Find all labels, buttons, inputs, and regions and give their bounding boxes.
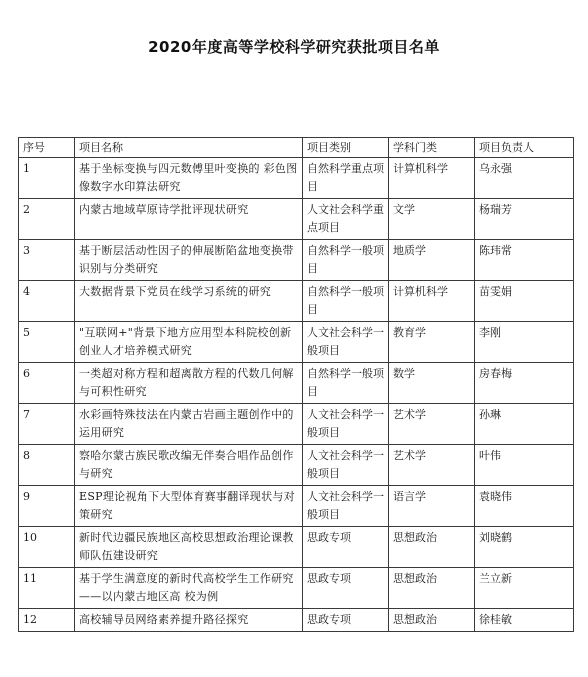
project-category: 自然科学一般项目: [303, 240, 389, 281]
discipline: 语言学: [389, 486, 475, 527]
projects-table: [18, 137, 574, 632]
project-category: 自然科学一般项目: [303, 281, 389, 322]
row-number: 9: [19, 486, 75, 527]
table-row: [19, 240, 574, 281]
project-leader: 刘晓鹤: [475, 527, 574, 568]
project-leader: 乌永强: [475, 158, 574, 199]
discipline: 计算机科学: [389, 281, 475, 322]
table-row: [19, 281, 574, 322]
table-row: [19, 404, 574, 445]
project-category: 思政专项: [303, 609, 389, 632]
project-category: 人文社会科学重点项目: [303, 199, 389, 240]
project-category: 自然科学一般项目: [303, 363, 389, 404]
table-row: [19, 445, 574, 486]
project-leader: 陈玮常: [475, 240, 574, 281]
table-row: [19, 158, 574, 199]
table-row: [19, 199, 574, 240]
table-row: [19, 527, 574, 568]
project-leader: 兰立新: [475, 568, 574, 609]
project-leader: 房春梅: [475, 363, 574, 404]
project-name: 内蒙古地域草原诗学批评现状研究: [75, 199, 303, 240]
row-number: 6: [19, 363, 75, 404]
row-number: 4: [19, 281, 75, 322]
table-row: [19, 609, 574, 632]
header-discipline: 学科门类: [389, 138, 475, 158]
row-number: 5: [19, 322, 75, 363]
project-leader: 叶伟: [475, 445, 574, 486]
project-name: 基于学生满意度的新时代高校学生工作研究——以内蒙古地区高 校为例: [75, 568, 303, 609]
project-name: ESP理论视角下大型体育赛事翻译现状与对策研究: [75, 486, 303, 527]
project-leader: 徐桂敏: [475, 609, 574, 632]
project-category: 人文社会科学一般项目: [303, 445, 389, 486]
header-project-leader: 项目负责人: [475, 138, 574, 158]
table-row: [19, 568, 574, 609]
header-number: 序号: [19, 138, 75, 158]
discipline: 教育学: [389, 322, 475, 363]
discipline: 思想政治: [389, 568, 475, 609]
discipline: 艺术学: [389, 404, 475, 445]
project-name: 新时代边疆民族地区高校思想政治理论课教师队伍建设研究: [75, 527, 303, 568]
project-category: 人文社会科学一般项目: [303, 486, 389, 527]
row-number: 2: [19, 199, 75, 240]
row-number: 3: [19, 240, 75, 281]
row-number: 11: [19, 568, 75, 609]
row-number: 10: [19, 527, 75, 568]
project-name: 水彩画特殊技法在内蒙古岩画主题创作中的运用研究: [75, 404, 303, 445]
project-category: 自然科学重点项目: [303, 158, 389, 199]
discipline: 艺术学: [389, 445, 475, 486]
discipline: 计算机科学: [389, 158, 475, 199]
project-name: 察哈尔蒙古族民歌改编无伴奏合唱作品创作与研究: [75, 445, 303, 486]
project-leader: 苗雯娟: [475, 281, 574, 322]
discipline: 思想政治: [389, 609, 475, 632]
header-project-name: 项目名称: [75, 138, 303, 158]
table-header-row: [19, 138, 574, 158]
discipline: 地质学: [389, 240, 475, 281]
discipline: 文学: [389, 199, 475, 240]
project-name: 大数据背景下党员在线学习系统的研究: [75, 281, 303, 322]
project-name: 一类超对称方程和超离散方程的代数几何解 与可积性研究: [75, 363, 303, 404]
table-row: [19, 363, 574, 404]
project-leader: 孙琳: [475, 404, 574, 445]
row-number: 7: [19, 404, 75, 445]
discipline: 思想政治: [389, 527, 475, 568]
project-name: "互联网+"背景下地方应用型本科院校创新创业人才培养模式研究: [75, 322, 303, 363]
project-category: 人文社会科学一般项目: [303, 322, 389, 363]
project-category: 思政专项: [303, 527, 389, 568]
document-title: 2020年度高等学校科学研究获批项目名单: [148, 38, 440, 56]
table-row: [19, 486, 574, 527]
project-category: 思政专项: [303, 568, 389, 609]
project-name: 高校辅导员网络素养提升路径探究: [75, 609, 303, 632]
project-category: 人文社会科学一般项目: [303, 404, 389, 445]
header-project-category: 项目类别: [303, 138, 389, 158]
project-name: 基于断层活动性因子的伸展断陷盆地变换带识别与分类研究: [75, 240, 303, 281]
project-leader: 李刚: [475, 322, 574, 363]
row-number: 1: [19, 158, 75, 199]
table-row: [19, 322, 574, 363]
discipline: 数学: [389, 363, 475, 404]
row-number: 12: [19, 609, 75, 632]
project-leader: 杨瑞芳: [475, 199, 574, 240]
project-leader: 袁晓伟: [475, 486, 574, 527]
row-number: 8: [19, 445, 75, 486]
project-name: 基于坐标变换与四元数傅里叶变换的 彩色图像数字水印算法研究: [75, 158, 303, 199]
